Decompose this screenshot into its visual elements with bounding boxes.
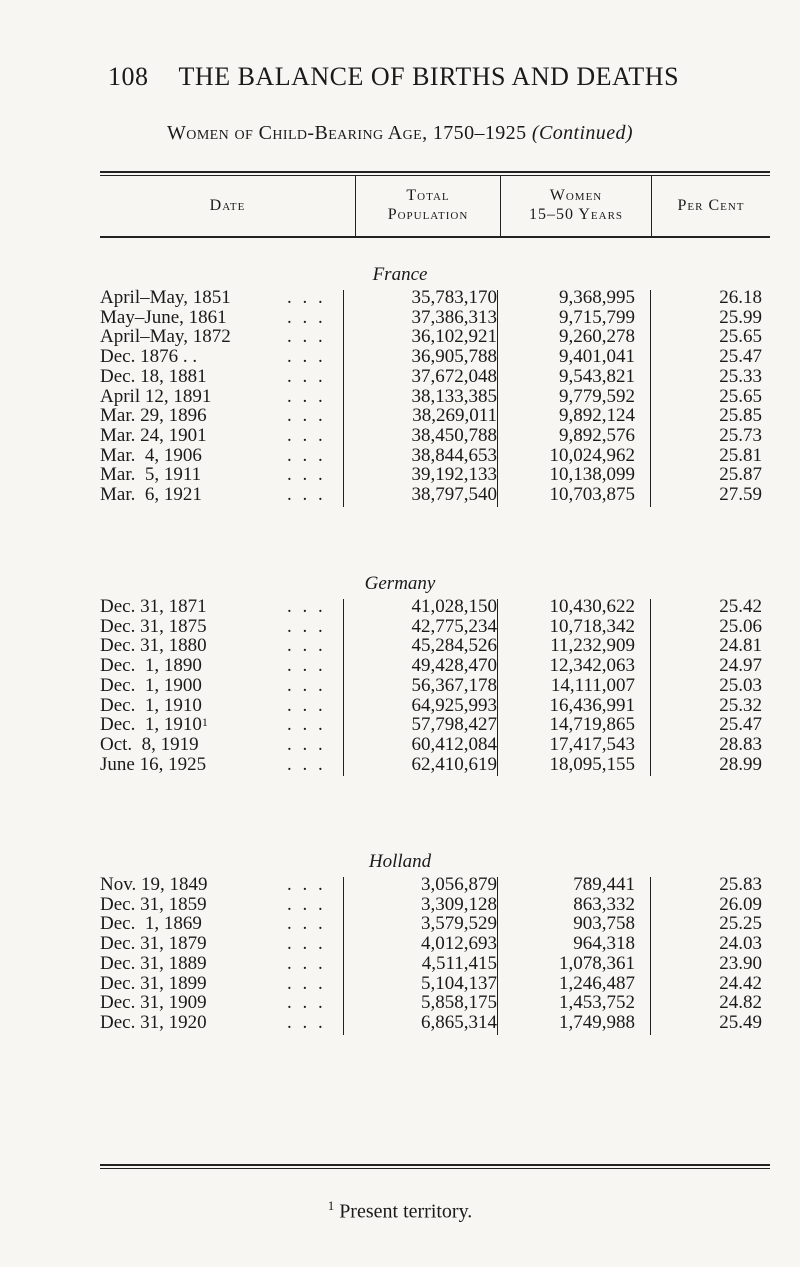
cell-date xyxy=(100,288,231,307)
cell-total-population: 60,412,084 xyxy=(411,733,497,755)
cell-date-text: Dec. 18, 1881 xyxy=(100,365,207,387)
leader-dots: . . . xyxy=(287,346,326,368)
table-top-rule-thin xyxy=(100,175,770,176)
cell-date xyxy=(100,597,207,616)
cell-total-population: 5,858,175 xyxy=(421,992,497,1014)
cell-women: 16,436,991 xyxy=(549,694,635,716)
table-row xyxy=(100,597,780,616)
cell-date xyxy=(100,327,231,346)
cell-date-text: Dec. 1876 . . xyxy=(100,346,198,368)
leader-dots: . . . xyxy=(287,753,326,775)
cell-date xyxy=(100,406,207,425)
header-women-line2: 15–50 Years xyxy=(528,206,624,223)
cell-women: 789,441 xyxy=(573,874,635,895)
table-row xyxy=(100,895,780,914)
table-bottom-rule-thin xyxy=(100,1168,770,1169)
cell-total-population: 36,102,921 xyxy=(411,326,497,348)
cell-date xyxy=(100,696,202,715)
cell-date-text: Dec. 1, 1890 xyxy=(100,655,202,677)
cell-women: 10,024,962 xyxy=(549,444,635,466)
cell-total-population: 38,133,385 xyxy=(411,385,497,407)
leader-dots: . . . xyxy=(287,326,326,348)
table-row xyxy=(100,485,780,504)
running-head xyxy=(108,62,760,92)
table-row xyxy=(100,914,780,933)
cell-women: 11,232,909 xyxy=(550,635,635,657)
cell-date xyxy=(100,426,207,445)
cell-date-text: Dec. 31, 1880 xyxy=(100,635,207,657)
cell-per-cent: 25.81 xyxy=(719,444,762,466)
leader-dots: . . . xyxy=(287,972,326,994)
cell-women: 10,138,099 xyxy=(549,464,635,486)
header-total-line1: Total xyxy=(406,187,450,204)
cell-total-population: 3,309,128 xyxy=(421,893,497,915)
cell-total-population: 4,012,693 xyxy=(421,933,497,955)
table-row xyxy=(100,308,780,327)
table-bottom-rule xyxy=(100,1164,770,1166)
cell-per-cent: 25.32 xyxy=(719,694,762,716)
cell-per-cent: 26.09 xyxy=(719,893,762,915)
cell-per-cent: 25.65 xyxy=(719,385,762,407)
cell-per-cent: 24.42 xyxy=(719,972,762,994)
cell-date-text: Dec. 31, 1920 xyxy=(100,1011,207,1033)
table-row xyxy=(100,636,780,655)
cell-date-text: Dec. 31, 1909 xyxy=(100,992,207,1014)
cell-women: 10,430,622 xyxy=(549,596,635,617)
section-title: Germany xyxy=(364,573,436,594)
cell-date-text: Dec. 1, 1869 xyxy=(100,913,202,935)
cell-date xyxy=(100,676,202,695)
cell-women: 9,401,041 xyxy=(559,346,635,368)
cell-total-population: 39,192,133 xyxy=(411,464,497,486)
cell-per-cent: 25.03 xyxy=(719,674,762,696)
cell-date-text: April–May, 1851 xyxy=(100,287,231,308)
table-row xyxy=(100,696,780,715)
table-row xyxy=(100,755,780,774)
table-row xyxy=(100,974,780,993)
cell-total-population: 41,028,150 xyxy=(411,596,497,617)
cell-per-cent: 24.81 xyxy=(719,635,762,657)
cell-date xyxy=(100,914,202,933)
table-top-rule xyxy=(100,171,770,173)
cell-date-text: Mar. 5, 1911 xyxy=(100,464,202,486)
cell-date xyxy=(100,735,199,754)
table-row xyxy=(100,656,780,675)
table-row xyxy=(100,617,780,636)
cell-total-population: 5,104,137 xyxy=(421,972,497,994)
table-row xyxy=(100,875,780,894)
cell-date xyxy=(100,1013,207,1032)
cell-date-text: Mar. 6, 1921 xyxy=(100,484,202,505)
cell-total-population: 6,865,314 xyxy=(421,1011,497,1033)
leader-dots: . . . xyxy=(287,365,326,387)
cell-date xyxy=(100,875,208,894)
cell-total-population: 38,844,653 xyxy=(411,444,497,466)
cell-date xyxy=(100,387,211,406)
cell-date xyxy=(100,485,202,504)
running-head-title: THE BALANCE OF BIRTHS AND DEATHS xyxy=(178,62,680,91)
cell-total-population: 37,672,048 xyxy=(411,365,497,387)
cell-date-text: Dec. 31, 1889 xyxy=(100,952,207,974)
cell-per-cent: 25.47 xyxy=(719,346,762,368)
cell-total-population: 64,925,993 xyxy=(411,694,497,716)
cell-date-text: Dec. 31, 1875 xyxy=(100,615,207,637)
leader-dots: . . . xyxy=(287,674,326,696)
cell-date xyxy=(100,446,202,465)
table-row xyxy=(100,387,780,406)
table-row xyxy=(100,676,780,695)
cell-total-population: 42,775,234 xyxy=(411,615,497,637)
table-row xyxy=(100,993,780,1012)
leader-dots: . . . xyxy=(287,287,326,308)
cell-women: 9,715,799 xyxy=(559,306,635,328)
cell-date-text: Dec. 31, 1871 xyxy=(100,596,207,617)
header-total-population xyxy=(356,178,500,232)
cell-women: 964,318 xyxy=(573,933,635,955)
cell-per-cent: 25.33 xyxy=(719,365,762,387)
leader-dots: . . . xyxy=(287,952,326,974)
cell-date-text: Dec. 1, 1900 xyxy=(100,674,202,696)
cell-per-cent: 25.47 xyxy=(719,714,762,736)
cell-women: 14,719,865 xyxy=(549,714,635,736)
cell-women: 14,111,007 xyxy=(550,674,635,696)
cell-per-cent: 25.42 xyxy=(719,596,762,617)
cell-per-cent: 25.73 xyxy=(719,424,762,446)
cell-women: 9,260,278 xyxy=(559,326,635,348)
table-row xyxy=(100,1013,780,1032)
cell-date xyxy=(100,755,206,774)
footnote xyxy=(0,1198,800,1224)
caption-continued: (Continued) xyxy=(531,122,633,144)
header-women-line1: Women xyxy=(549,187,603,204)
table-row xyxy=(100,954,780,973)
table-row xyxy=(100,446,780,465)
footnote-text: Present territory. xyxy=(334,1200,473,1223)
cell-date-text: Mar. 24, 1901 xyxy=(100,424,207,446)
cell-total-population: 37,386,313 xyxy=(411,306,497,328)
leader-dots: . . . xyxy=(287,874,326,895)
leader-dots: . . . xyxy=(287,306,326,328)
table-row xyxy=(100,735,780,754)
caption-main: Women of Child-Bearing Age, 1750–1925 xyxy=(167,122,527,144)
cell-per-cent: 24.97 xyxy=(719,655,762,677)
table-row xyxy=(100,465,780,484)
cell-total-population: 35,783,170 xyxy=(411,287,497,308)
cell-date xyxy=(100,954,207,973)
cell-per-cent: 24.03 xyxy=(719,933,762,955)
cell-date xyxy=(100,715,208,734)
cell-date xyxy=(100,934,207,953)
cell-women: 9,892,576 xyxy=(559,424,635,446)
header-date-label: Date xyxy=(209,196,246,214)
header-women xyxy=(501,178,651,232)
cell-date xyxy=(100,367,207,386)
section-title: France xyxy=(372,264,428,285)
cell-per-cent: 25.49 xyxy=(719,1011,762,1033)
cell-date xyxy=(100,617,207,636)
leader-dots: . . . xyxy=(287,484,326,505)
cell-per-cent: 25.25 xyxy=(719,913,762,935)
cell-date xyxy=(100,308,227,327)
cell-total-population: 38,450,788 xyxy=(411,424,497,446)
cell-per-cent: 27.59 xyxy=(719,484,762,505)
cell-women: 18,095,155 xyxy=(549,753,635,775)
cell-date-text: Mar. 29, 1896 xyxy=(100,405,207,427)
cell-date-text: Nov. 19, 1849 xyxy=(100,874,208,895)
cell-women: 9,779,592 xyxy=(559,385,635,407)
cell-women: 17,417,543 xyxy=(549,733,635,755)
leader-dots: . . . xyxy=(287,444,326,466)
leader-dots: . . . xyxy=(287,913,326,935)
section-title: Holland xyxy=(368,851,432,872)
cell-date-text: April 12, 1891 xyxy=(100,385,212,407)
cell-women: 9,892,124 xyxy=(559,405,635,427)
cell-date xyxy=(100,656,202,675)
cell-per-cent: 25.06 xyxy=(719,615,762,637)
header-total-line2: Population xyxy=(387,206,469,223)
footnote-ref: 1 xyxy=(201,715,208,730)
cell-date-text: Dec. 1, 1910 xyxy=(100,714,202,736)
header-per-cent xyxy=(652,178,770,232)
header-date xyxy=(100,178,355,232)
cell-total-population: 49,428,470 xyxy=(411,655,497,677)
cell-per-cent: 25.99 xyxy=(719,306,762,328)
leader-dots: . . . xyxy=(287,615,326,637)
cell-per-cent: 25.85 xyxy=(719,405,762,427)
leader-dots: . . . xyxy=(287,733,326,755)
cell-date-text: Oct. 8, 1919 xyxy=(100,733,199,755)
cell-women: 1,749,988 xyxy=(559,1011,635,1033)
leader-dots: . . . xyxy=(287,424,326,446)
cell-women: 1,246,487 xyxy=(559,972,635,994)
cell-women: 9,543,821 xyxy=(559,365,635,387)
leader-dots: . . . xyxy=(287,635,326,657)
cell-date xyxy=(100,974,207,993)
table-row xyxy=(100,288,780,307)
cell-per-cent: 26.18 xyxy=(719,287,762,308)
cell-women: 9,368,995 xyxy=(559,287,635,308)
footnote-mark: 1 xyxy=(327,1198,335,1213)
cell-date-text: Dec. 31, 1879 xyxy=(100,933,207,955)
cell-date-text: Dec. 1, 1910 xyxy=(100,694,202,716)
leader-dots: . . . xyxy=(287,385,326,407)
cell-per-cent: 24.82 xyxy=(719,992,762,1014)
table-row xyxy=(100,327,780,346)
table-row xyxy=(100,367,780,386)
cell-per-cent: 28.99 xyxy=(719,753,762,775)
cell-per-cent: 28.83 xyxy=(719,733,762,755)
leader-dots: . . . xyxy=(287,405,326,427)
table-row xyxy=(100,715,780,734)
cell-total-population: 38,797,540 xyxy=(411,484,497,505)
cell-date-text: April–May, 1872 xyxy=(100,326,231,348)
table-row xyxy=(100,347,780,366)
cell-total-population: 36,905,788 xyxy=(411,346,497,368)
cell-total-population: 3,056,879 xyxy=(421,874,497,895)
leader-dots: . . . xyxy=(287,714,326,736)
cell-date-text: May–June, 1861 xyxy=(100,306,227,328)
page-number: 108 xyxy=(108,62,149,91)
cell-total-population: 3,579,529 xyxy=(421,913,497,935)
cell-per-cent: 23.90 xyxy=(719,952,762,974)
leader-dots: . . . xyxy=(287,694,326,716)
table-header xyxy=(100,178,770,232)
cell-date xyxy=(100,465,201,484)
cell-date-text: June 16, 1925 xyxy=(100,753,207,775)
cell-total-population: 57,798,427 xyxy=(411,714,497,736)
cell-per-cent: 25.83 xyxy=(719,874,762,895)
cell-date-text: Mar. 4, 1906 xyxy=(100,444,202,466)
cell-women: 10,703,875 xyxy=(549,484,635,505)
cell-women: 863,332 xyxy=(573,893,635,915)
cell-per-cent: 25.65 xyxy=(719,326,762,348)
cell-per-cent: 25.87 xyxy=(719,464,762,486)
cell-total-population: 38,269,011 xyxy=(412,405,497,427)
cell-women: 903,758 xyxy=(573,913,635,935)
table-row xyxy=(100,406,780,425)
leader-dots: . . . xyxy=(287,933,326,955)
leader-dots: . . . xyxy=(287,655,326,677)
table-row xyxy=(100,934,780,953)
cell-date xyxy=(100,895,207,914)
leader-dots: . . . xyxy=(287,992,326,1014)
leader-dots: . . . xyxy=(287,464,326,486)
cell-date xyxy=(100,636,207,655)
leader-dots: . . . xyxy=(287,1011,326,1033)
cell-date-text: Dec. 31, 1859 xyxy=(100,893,207,915)
cell-women: 1,453,752 xyxy=(559,992,635,1014)
cell-women: 10,718,342 xyxy=(549,615,635,637)
cell-date xyxy=(100,347,197,366)
leader-dots: . . . xyxy=(287,893,326,915)
cell-date-text: Dec. 31, 1899 xyxy=(100,972,207,994)
cell-date xyxy=(100,993,207,1012)
cell-total-population: 45,284,526 xyxy=(411,635,497,657)
header-per-cent-label: Per Cent xyxy=(677,196,745,214)
table-caption xyxy=(0,122,800,145)
cell-women: 12,342,063 xyxy=(549,655,635,677)
table-row xyxy=(100,426,780,445)
cell-total-population: 56,367,178 xyxy=(411,674,497,696)
cell-total-population: 4,511,415 xyxy=(421,952,497,974)
cell-women: 1,078,361 xyxy=(559,952,635,974)
leader-dots: . . . xyxy=(287,596,326,617)
cell-total-population: 62,410,619 xyxy=(411,753,497,775)
header-bottom-rule xyxy=(100,236,770,238)
